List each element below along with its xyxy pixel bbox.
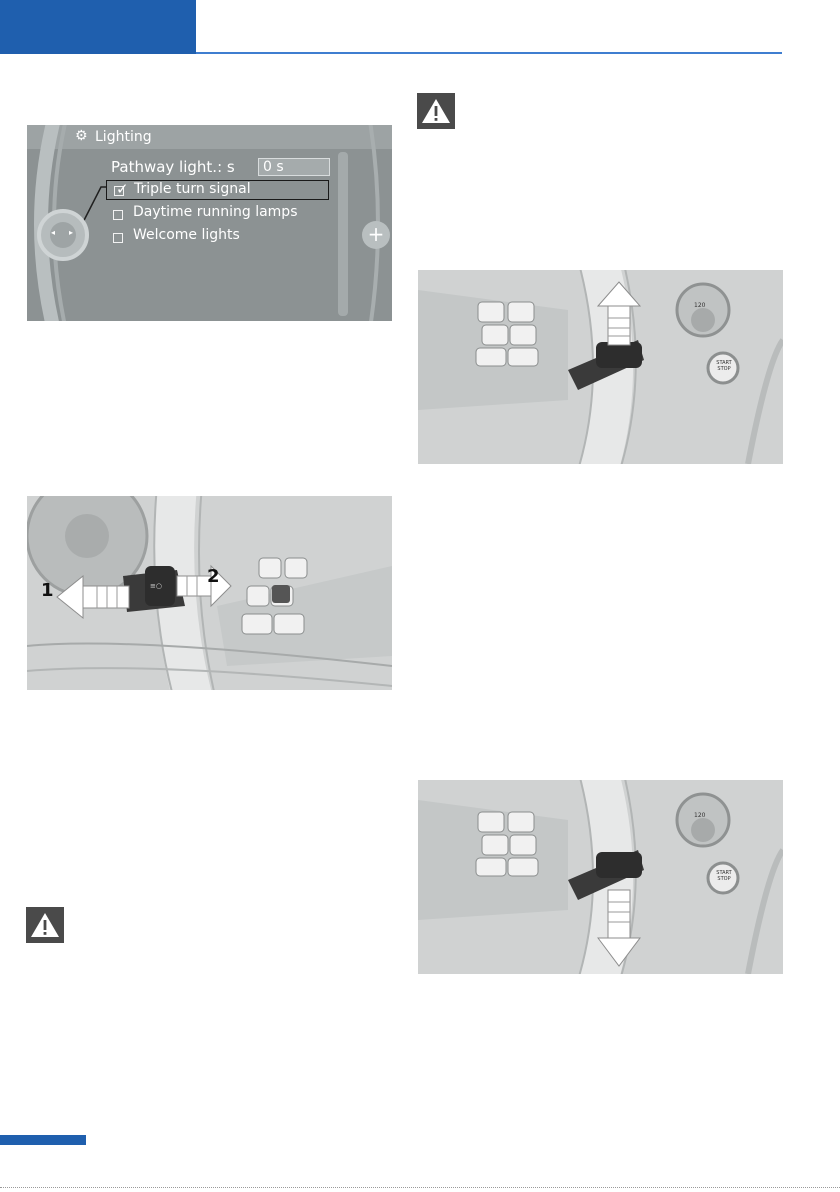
wiper-lever-down-figure [418,780,783,974]
menu-title: Lighting [95,129,152,145]
header-tab [0,0,196,54]
start-stop-label: START STOP [716,360,732,372]
header-rule [196,52,782,54]
svg-text:≡○: ≡○ [150,582,162,590]
arrow-2-label: 2 [207,566,220,587]
menu-item-label: Welcome lights [133,227,240,243]
pathway-light-label: Pathway light.: s [111,158,235,176]
menu-item-label: Daytime running lamps [133,204,298,220]
gear-icon: ⚙ [75,128,88,144]
pathway-light-value-field [258,158,330,176]
speed-mark: 120 [694,812,706,819]
pathway-light-value: 0 s [263,159,284,175]
warning-icon [26,907,64,943]
warning-icon [417,93,455,129]
menu-item-triple-turn-signal [106,180,329,200]
arrow-1-label: 1 [41,580,54,601]
checkbox-icon [113,210,123,220]
checkbox-icon [113,233,123,243]
footer-tab [0,1135,86,1145]
start-stop-label: START STOP [716,870,732,882]
turn-signal-lever-figure [27,496,392,690]
speed-mark: 120 [694,302,706,309]
lever-illustration [27,496,392,690]
menu-item-label: Triple turn signal [134,181,251,197]
checkmark-icon: ✓ [116,180,129,198]
plus-icon: + [362,221,390,249]
wiper-lever-up-figure [418,270,783,464]
footer-dotted-rule [0,1187,840,1188]
idrive-controller-icon: ◂ ▸ [37,209,89,261]
lighting-menu-screenshot [27,125,392,321]
